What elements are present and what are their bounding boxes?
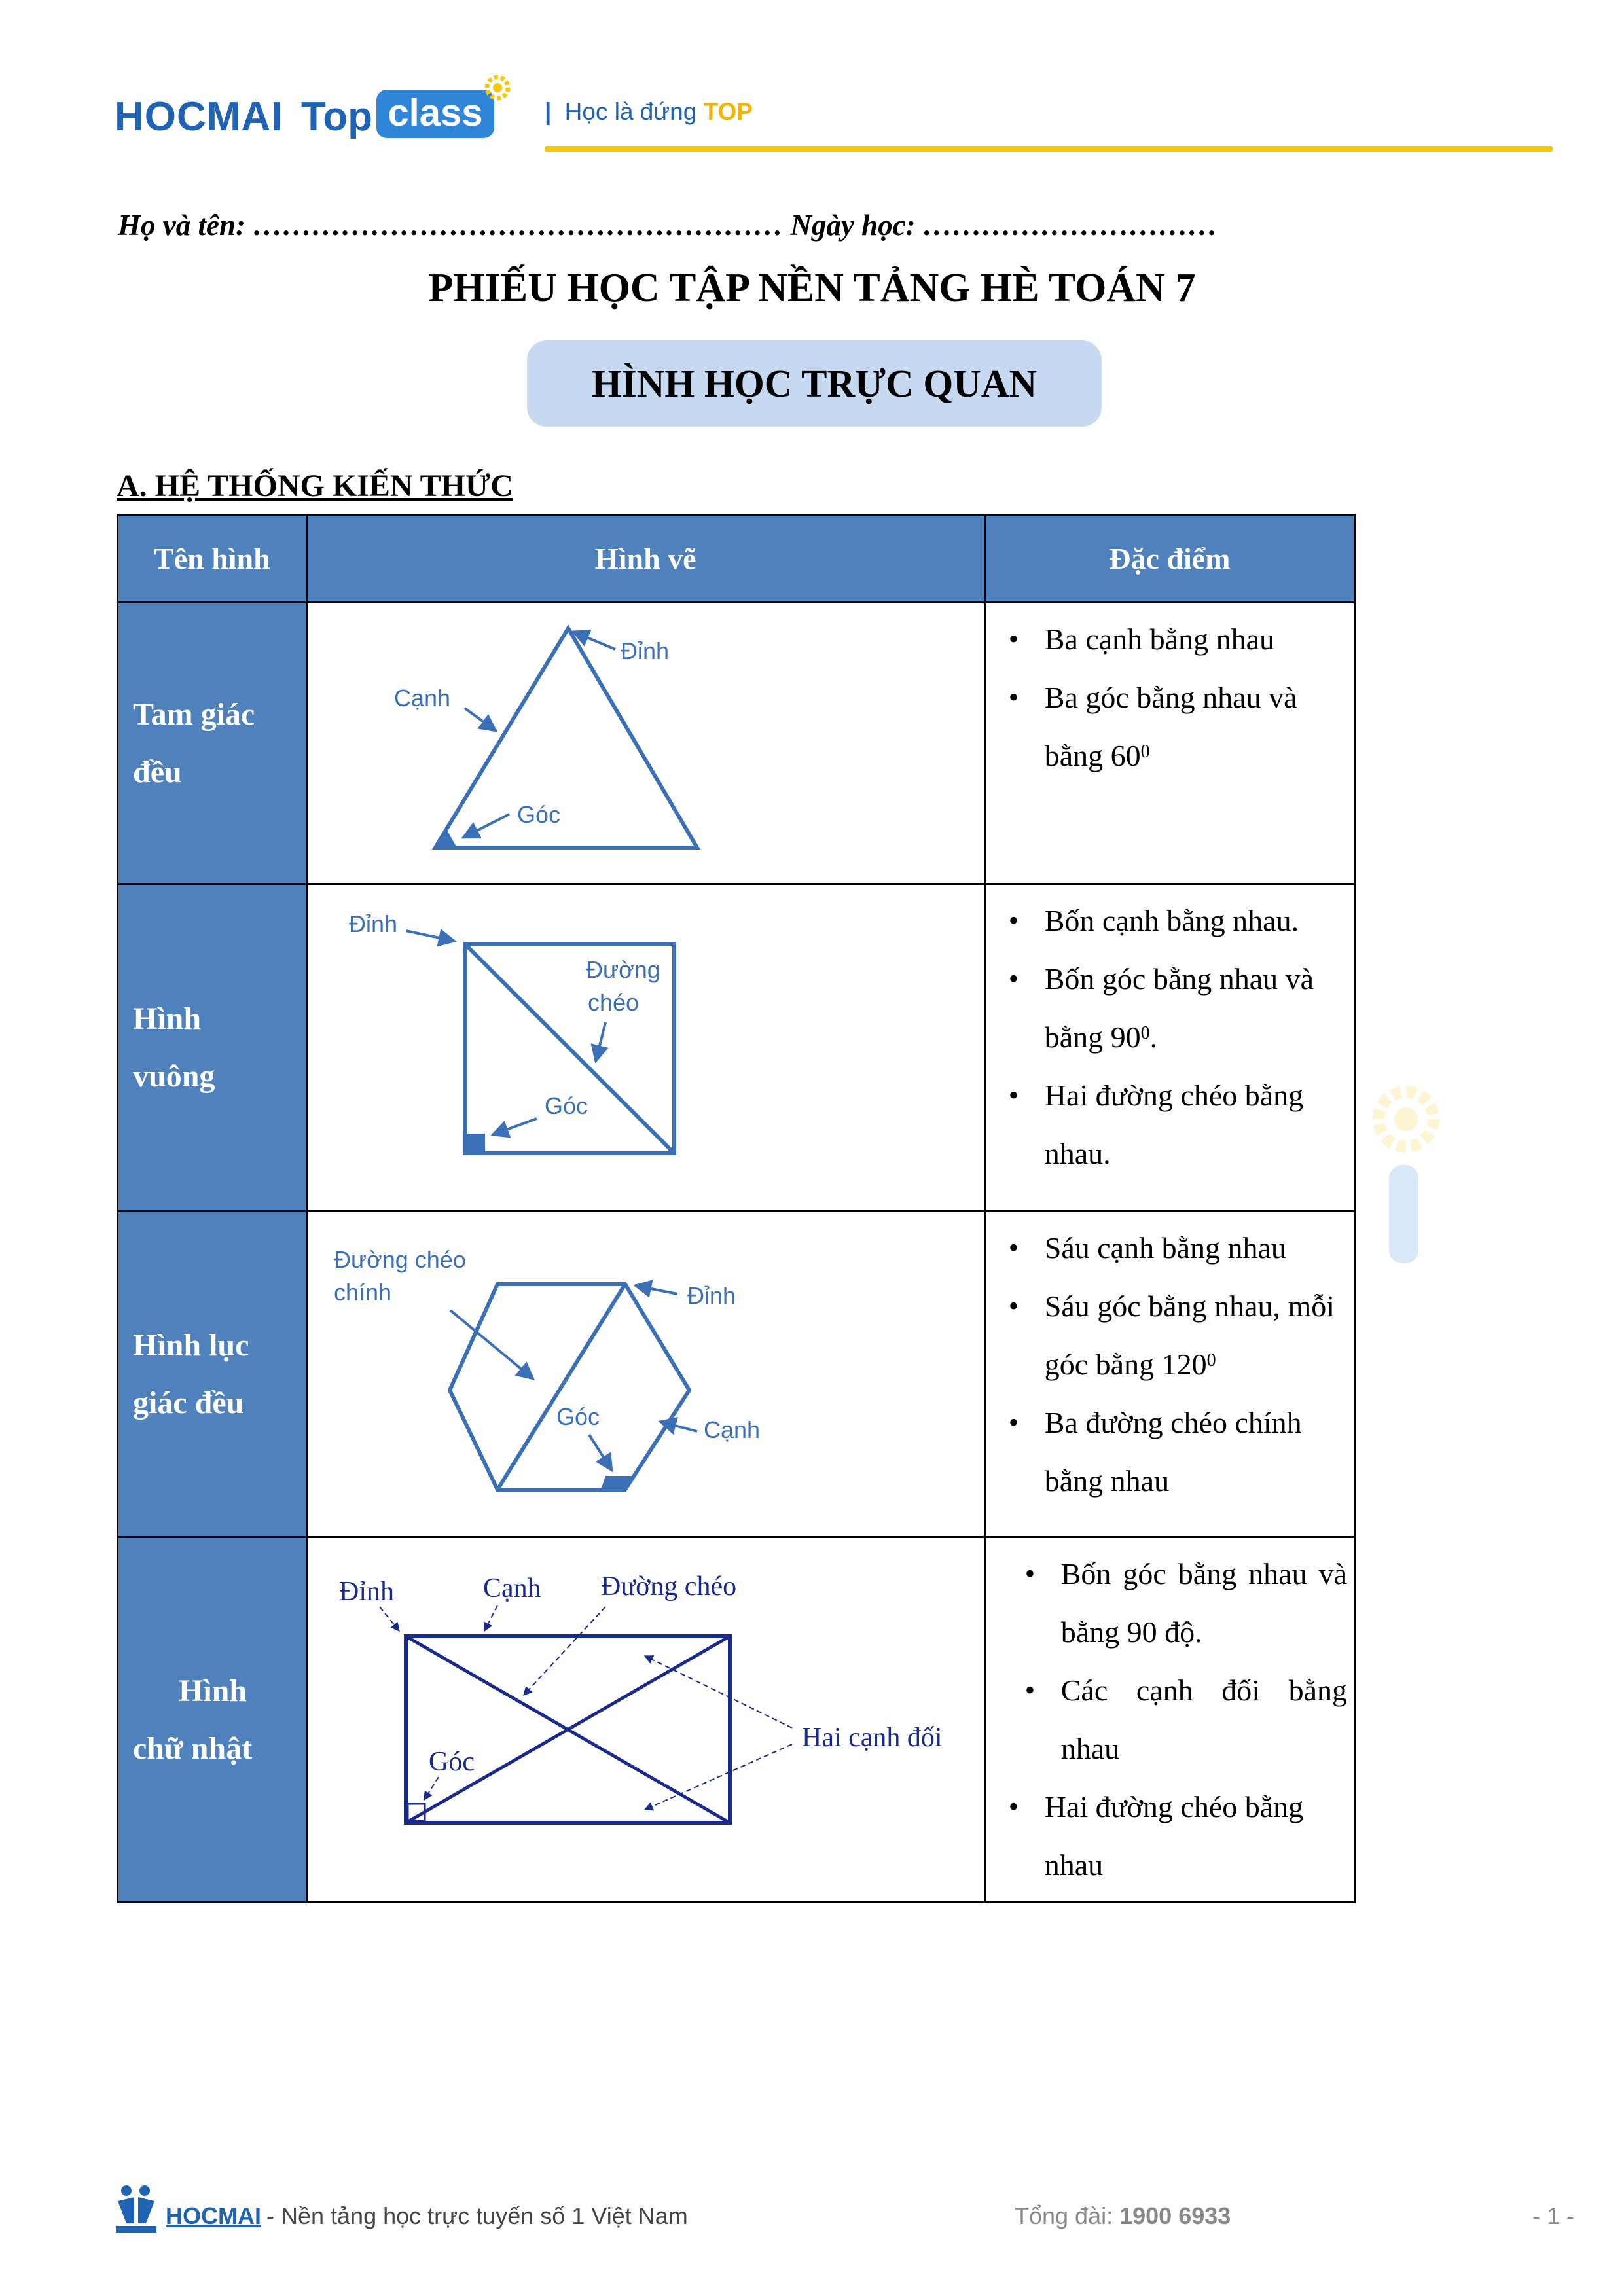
student-info-line: Họ và tên: ……………………………………………… Ngày học: ………………………… <box>118 209 1218 242</box>
slogan-separator: | <box>545 98 552 125</box>
label-diagonal-2: chính <box>333 1279 391 1306</box>
label-angle: Góc <box>516 801 560 828</box>
label-angle: Góc <box>428 1747 475 1777</box>
square-diagram <box>308 885 984 1210</box>
feature-item: • Bốn góc bằng nhau và bằng 90 độ. <box>1045 1545 1354 1661</box>
footer-phone: Tổng đài: 1900 6933 <box>1015 2202 1231 2229</box>
shape-name-line: giác đều <box>133 1385 244 1420</box>
feature-list <box>986 891 1354 1183</box>
slogan-top: TOP <box>703 98 753 125</box>
shape-name-line: vuông <box>133 1058 215 1094</box>
hocmai-footer-icon <box>115 2183 158 2235</box>
shape-name-line: Hình <box>133 1001 202 1036</box>
feature-item: • Ba đường chéo chính bằng nhau <box>1045 1393 1354 1510</box>
header-shape-name: Tên hình <box>118 515 307 603</box>
page-number: - 1 - <box>1532 2202 1574 2229</box>
watermark-logo <box>1362 1067 1447 1276</box>
feature-list <box>986 610 1354 785</box>
label-opposite-sides: Hai cạnh đối <box>801 1723 943 1753</box>
table-row <box>118 1211 1355 1537</box>
feature-item: • Hai đường chéo bằng nhau <box>1045 1778 1354 1894</box>
logo-top-text: Top <box>301 94 373 139</box>
shape-name-rectangle <box>118 1537 307 1903</box>
label-angle: Góc <box>544 1092 588 1119</box>
logo-hocmai-text: HOCMAI <box>115 94 283 139</box>
label-diagonal-2: chéo <box>587 989 639 1016</box>
label-side: Cạnh <box>482 1573 541 1604</box>
shape-name-line: đều <box>133 754 182 789</box>
feature-item: • Ba góc bằng nhau và bằng $60^0$ <box>1045 668 1354 785</box>
section-heading: A. HỆ THỐNG KIẾN THỨC <box>117 469 513 503</box>
figure-hexagon <box>306 1211 984 1537</box>
label-angle: Góc <box>556 1403 600 1430</box>
features-hexagon <box>984 1211 1354 1537</box>
shape-name-line: chữ nhật <box>133 1731 253 1766</box>
features-triangle <box>984 603 1354 884</box>
label-diagonal-1: Đường <box>585 956 660 983</box>
table-row <box>118 1537 1355 1903</box>
feature-item: • Sáu góc bằng nhau, mỗi góc bằng $120^0$ <box>1045 1277 1354 1393</box>
header-figure: Hình vẽ <box>306 515 984 603</box>
shape-name-line: Hình <box>179 1673 247 1708</box>
shape-name-line: Tam giác <box>133 696 255 732</box>
label-side: Cạnh <box>703 1416 760 1443</box>
header-divider <box>545 146 1553 152</box>
footer-brand-link[interactable]: HOCMAI <box>166 2202 261 2229</box>
triangle-diagram <box>308 603 984 883</box>
label-vertex: Đỉnh <box>348 910 397 937</box>
feature-item: • Bốn góc bằng nhau và bằng $90^0$. <box>1045 950 1354 1066</box>
shape-name-line: Hình lục <box>133 1327 249 1363</box>
shape-name-hexagon <box>118 1211 307 1537</box>
figure-triangle <box>306 603 984 884</box>
figure-rectangle <box>306 1537 984 1903</box>
shape-name-square <box>118 884 307 1211</box>
table-row <box>118 603 1355 884</box>
feature-item: • Bốn cạnh bằng nhau. <box>1045 891 1354 950</box>
label-side: Cạnh <box>393 685 450 711</box>
right-angle-mark <box>467 1134 485 1151</box>
table-row <box>118 884 1355 1211</box>
angle-mark <box>435 829 457 848</box>
footer-tagline: - Nền tảng học trực tuyến số 1 Việt Nam <box>266 2202 688 2229</box>
page-footer <box>115 2183 1574 2235</box>
knowledge-table <box>117 514 1356 1903</box>
label-vertex: Đỉnh <box>620 637 669 664</box>
feature-item: • Hai đường chéo bằng nhau. <box>1045 1066 1354 1183</box>
hocmai-topclass-logo <box>115 62 507 147</box>
slogan-text: Học là đứng <box>564 98 697 125</box>
page-title: PHIẾU HỌC TẬP NỀN TẢNG HÈ TOÁN 7 <box>428 266 1196 310</box>
features-rectangle <box>984 1537 1354 1903</box>
features-square <box>984 884 1354 1211</box>
feature-item: • Các cạnh đối bằng nhau <box>1045 1661 1354 1778</box>
rectangle-diagram <box>308 1538 984 1901</box>
feature-list <box>986 1545 1354 1894</box>
shape-name-triangle <box>118 603 307 884</box>
feature-item: • Ba cạnh bằng nhau <box>1045 610 1354 668</box>
logo-class-badge: class <box>376 90 494 138</box>
hexagon-shape <box>450 1284 689 1490</box>
label-diagonal-1: Đường chéo <box>333 1246 466 1273</box>
label-vertex: Đỉnh <box>338 1577 394 1607</box>
feature-item: • Sáu cạnh bằng nhau <box>1045 1219 1354 1277</box>
label-diagonal: Đường chéo <box>600 1571 736 1602</box>
gear-icon <box>481 71 514 104</box>
hexagon-diagram <box>308 1212 984 1536</box>
slogan <box>545 98 753 126</box>
table-header-row <box>118 515 1355 603</box>
header-features: Đặc điểm <box>984 515 1354 603</box>
topic-banner: HÌNH HỌC TRỰC QUAN <box>527 340 1102 427</box>
label-vertex: Đỉnh <box>687 1282 736 1309</box>
feature-list <box>986 1219 1354 1510</box>
figure-square <box>306 884 984 1211</box>
